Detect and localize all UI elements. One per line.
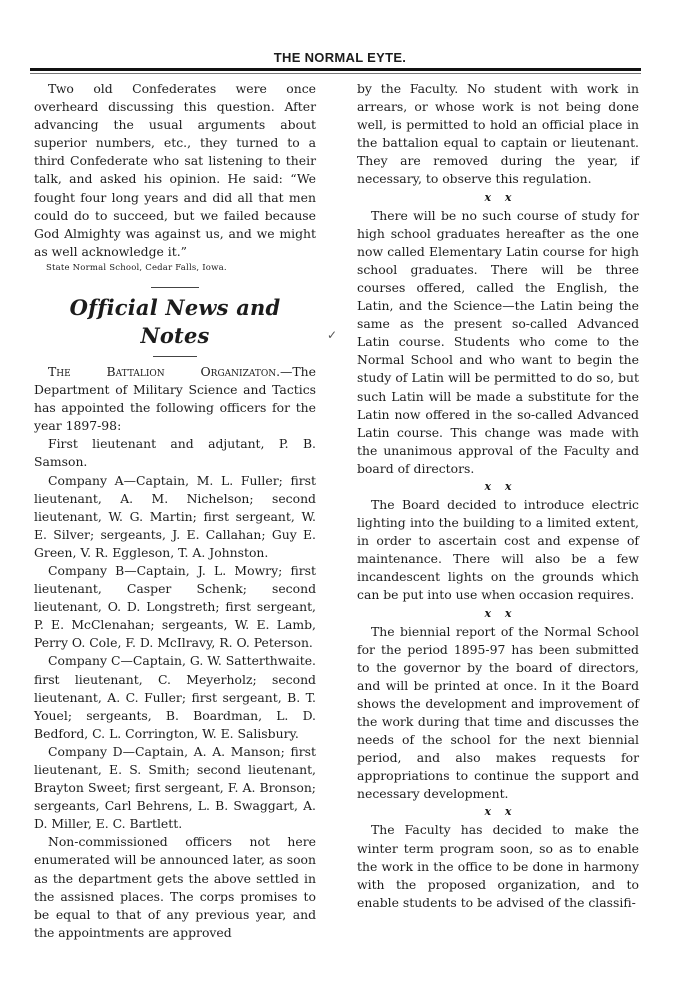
company-d-paragraph: Company D—Captain, A. A. Manson; first lieutenant, E. S. Smith; second lieutenant, Brayton Sweet; first sergeant, F. A. Bronson; sergeants, Carl Behrens, L. B. Swaggart, A. D. Miller, E. C. Bartlett.: [34, 743, 316, 832]
winter-term-paragraph: The Faculty has decided to make the winter term program soon, so as to enable the work in the office to be done in harmony with the proposed organization, and to enable students to be advised of the classifi-: [357, 822, 639, 910]
running-title: THE NORMAL EYTE.: [273, 50, 407, 65]
section-rule-bottom: [153, 356, 197, 357]
latin-course-paragraph: There will be no such course of study for high school graduates hereafter as the one now called Elementary Latin course for high school graduates. There will be three courses offered, called the English, the Latin, and the Science—the Latin being the same as the present so-called Advanced Latin course. Students who come to the Normal School and who want to begin the study of Latin will be permitted to do so, but such Latin will be made a substitute for the Latin now offered in the so-called Advanced Latin course. This change was made with the unanimous approval of the Faculty and board of directors.: [357, 207, 639, 476]
section-separator: x x: [484, 606, 512, 620]
source-credit: State Normal School, Cedar Falls, Iowa.: [46, 262, 227, 273]
adjutant-paragraph: First lieutenant and adjutant, P. B. Samson.: [34, 436, 316, 470]
battalion-paragraph: [34, 363, 316, 435]
confederates-anecdote: Two old Confederates were once overheard discussing this question. After advancing the usual arguments about superior numbers, etc., they turned to a third Confederate who sat listening to their talk, and asked his opinion. He said: “We fought four long years and did all that men could do to succeed, but we failed because God Almighty was against us, and we might as well acknowledge it.”: [34, 81, 316, 259]
company-a-paragraph: Company A—Captain, M. L. Fuller; first lieutenant, A. M. Nichelson; second lieutenant, W. G. Martin; first sergeant, W. E. Silver; sergeants, J. E. Callahan; Guy E. Green, V. R. Eggleson, T. A. Johnston.: [34, 472, 316, 560]
header-rule-thin: [30, 73, 641, 74]
checkmark-icon: ✓: [327, 328, 338, 342]
non-commissioned-paragraph: Non-commissioned officers not here enumerated will be announced later, as soon as the department gets the above settled in the assisned places. The corps promises to be equal to that of any previous year, and the appointments are approved: [34, 834, 316, 940]
battalion-intro: —The Department of Military Science and Tactics has appointed the following officers for the year 1897-98:: [34, 363, 316, 434]
section-rule-top: [151, 287, 199, 288]
company-c-paragraph: Company C—Captain, G. W. Satterthwaite. first lieutenant, C. Meyerholz; second lieutenant, A. C. Fuller; first sergeant, B. T. Youel; sergeants, B. Boardman, L. D. Bedford, C. L. Corrington, W. E. Salisbury.: [34, 653, 316, 741]
company-b-paragraph: Company B—Captain, J. L. Mowry; first lieutenant, Casper Schenk; second lieutenant, O. D. Longstreth; first sergeant, P. E. McClenahan; sergeants, W. E. Lamb, Perry O. Cole, F. D. McIlravy, R. O. Peterson.: [34, 562, 316, 651]
section-separator: x x: [484, 805, 512, 819]
battalion-heading: The Battalion Organizaton.: [48, 363, 281, 379]
header-rule-thick: [30, 68, 641, 71]
faculty-continuation-paragraph: by the Faculty. No student with work in arrears, or whose work is not being done well, is permitted to hold an official place in the battalion equal to captain or lieutenant. They are removed during the year, if necessary, to observe this regulation.: [357, 81, 639, 187]
right-column: [357, 80, 639, 912]
electric-lighting-paragraph: The Board decided to introduce electric lighting into the building to a limited extent, in order to ascertain cost and expense of maintenance. There will also be a few incandescent lights on the grounds which can be put into use when occasion requires.: [357, 496, 639, 603]
section-title: Official News and Notes: [69, 294, 281, 348]
biennial-report-paragraph: The biennial report of the Normal School for the period 1895-97 has been submitted to the governor by the board of directors, and will be printed at once. In it the Board shows the development and improvement of the work during that time and discusses the needs of the school for the next biennial period, and also makes requests for appropriations to continue the support and necessary development.: [357, 623, 639, 802]
section-separator: x x: [484, 479, 512, 493]
left-column: [34, 80, 316, 942]
section-separator: x x: [484, 190, 512, 204]
